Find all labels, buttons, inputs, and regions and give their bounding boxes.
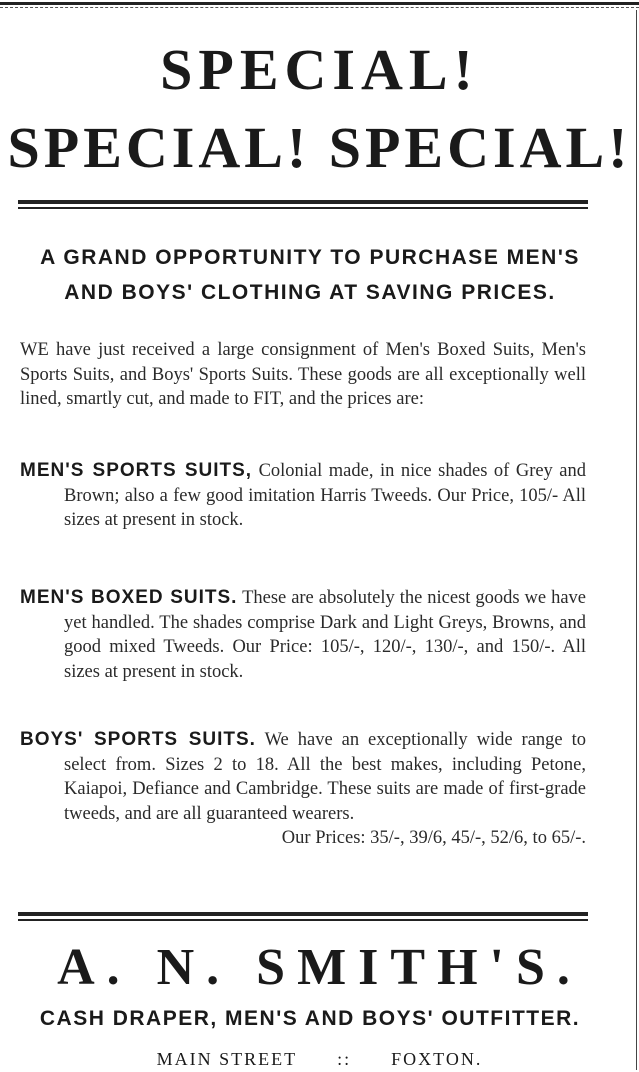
address-separator: :: [337, 1049, 352, 1069]
divider-rule-lower [18, 912, 588, 921]
headline-line-2: AND BOYS' CLOTHING AT SAVING PRICES. [64, 281, 556, 304]
top-border-rule [0, 2, 639, 8]
item-prices: Our Prices: 35/-, 39/6, 45/-, 52/6, to 65/-. [281, 828, 586, 848]
item-body: We have an exceptionally wide range to select from. Sizes 2 to 18. All the best makes, including Petone, Kaiapoi, Defiance and Cambridge. These suits are made of first-grade tweeds, and are all guaranteed wearers. [64, 730, 586, 824]
item-mens-sports-suits [20, 459, 586, 533]
item-title: MEN'S SPORTS SUITS, [20, 460, 253, 481]
item-boys-sports-suits [20, 728, 586, 851]
shop-name: A. N. SMITH'S. [57, 939, 582, 996]
item-title: BOYS' SPORTS SUITS. [20, 729, 256, 750]
item-body: Colonial made, in nice shades of Grey and Brown; also a few good imitation Harris Tweeds. Our Price, 105/- All sizes at present in stock. [64, 461, 587, 530]
item-body: These are absolutely the nicest goods we have yet handled. The shades comprise Dark and Light Greys, Browns, and good mixed Tweeds. Our Price: 105/-, 120/-, 130/-, and 150/-. All sizes at present in stock. [64, 588, 586, 682]
special-heading-2: SPECIAL! SPECIAL! [7, 115, 632, 180]
special-heading-1: SPECIAL! [160, 37, 479, 102]
headline-line-1: A GRAND OPPORTUNITY TO PURCHASE MEN'S [40, 246, 580, 269]
address-street: MAIN STREET [156, 1049, 298, 1069]
shop-tagline: CASH DRAPER, MEN'S AND BOYS' OUTFITTER. [39, 1007, 581, 1030]
address-town: FOXTON. [391, 1049, 483, 1069]
divider-rule-upper [18, 200, 588, 209]
intro-paragraph: WE have just received a large consignment of Men's Boxed Suits, Men's Sports Suits, and Boys' Sports Suits. These goods are all exceptionally well lined, smartly cut, and made to FIT, and the prices are: [20, 340, 586, 409]
item-title: MEN'S BOXED SUITS. [20, 587, 238, 608]
shop-address [0, 1046, 639, 1072]
item-mens-boxed-suits [20, 586, 586, 684]
